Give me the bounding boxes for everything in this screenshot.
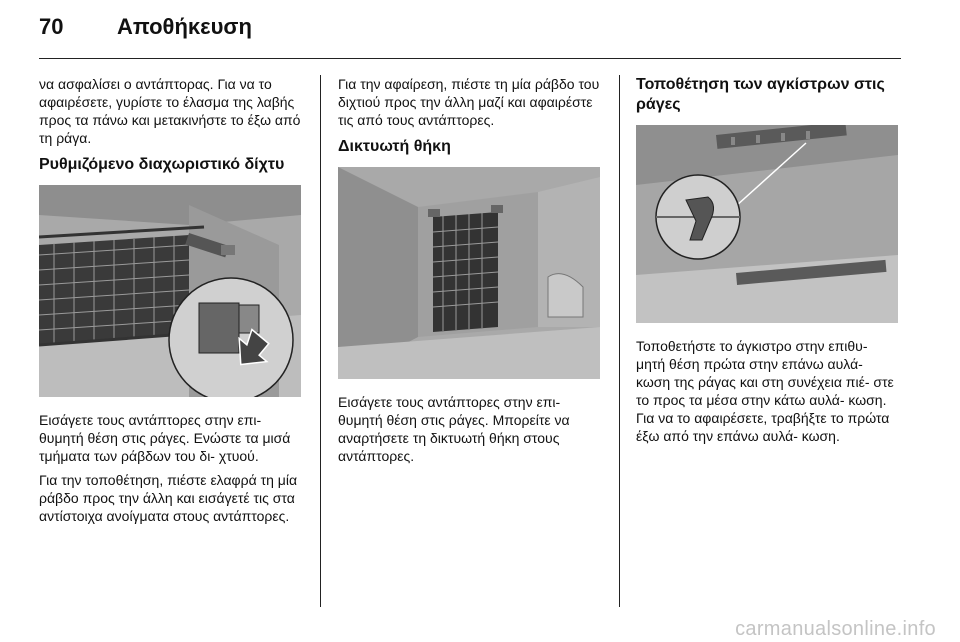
page-number: 70 xyxy=(39,14,64,39)
col2-intro-text: Για την αφαίρεση, πιέστε τη μία ράβδο του διχτιού προς την άλλη μαζί και αφαιρέστε τις από τους αντάπτορες. xyxy=(338,76,600,128)
page-header xyxy=(39,14,919,54)
col1-heading: Ρυθμιζόμενο διαχωριστικό δίχτυ xyxy=(39,156,285,173)
col1-paragraph-2: Για την τοποθέτηση, πιέστε ελαφρά τη μία ράβδο προς την άλλη και εισάγετέ τις στα αντίστοιχα ανοίγματα στους αντάπτορες. xyxy=(39,472,298,524)
col1-intro-text: να ασφαλίσει ο αντάπτορας. Για να το αφαιρέσετε, γυρίστε το έλασμα της λαβής προς τα πάνω και μετακινήστε το έξω από τη ράγα. xyxy=(39,76,301,146)
partition-net-drawing xyxy=(39,185,301,397)
storage-net-drawing xyxy=(338,167,600,379)
storage-net-illustration xyxy=(338,167,600,379)
hook-installation-drawing xyxy=(636,125,898,323)
partition-net-illustration xyxy=(39,185,301,397)
column-divider xyxy=(320,75,321,607)
page-title: Αποθήκευση xyxy=(117,14,252,39)
column-2 xyxy=(338,75,602,471)
col2-paragraph-1: Εισάγετε τους αντάπτορες στην επι- θυμητή θέση στις ράγες. Μπορείτε να αναρτήσετε τη δικτυωτή θήκη στους αντάπτορες. xyxy=(338,394,570,464)
col1-paragraph-1: Εισάγετε τους αντάπτορες στην επι- θυμητή θέση στις ράγες. Ενώστε τα μισά τμήματα των ράβδων του δι- χτυού. xyxy=(39,412,291,464)
column-divider xyxy=(619,75,620,607)
header-rule xyxy=(39,58,901,59)
hook-installation-illustration xyxy=(636,125,898,323)
column-1 xyxy=(39,75,303,531)
watermark: carmanualsonline.info xyxy=(735,618,936,640)
column-3 xyxy=(636,75,900,451)
col3-heading: Τοποθέτηση των αγκίστρων στις ράγες xyxy=(636,76,885,113)
col2-heading: Δικτυωτή θήκη xyxy=(338,138,451,155)
col3-paragraph-1: Τοποθετήστε το άγκιστρο στην επιθυ- μητή θέση πρώτα στην επάνω αυλά- κωση της ράγας και στη συνέχεια πιέ- στε το προς τα μέσα στην κάτω αυλά- κωση. Για να το αφαιρέσετε, τραβήξτε το πρώτα έξω από την επάνω αυλά- κωση. xyxy=(636,338,894,444)
